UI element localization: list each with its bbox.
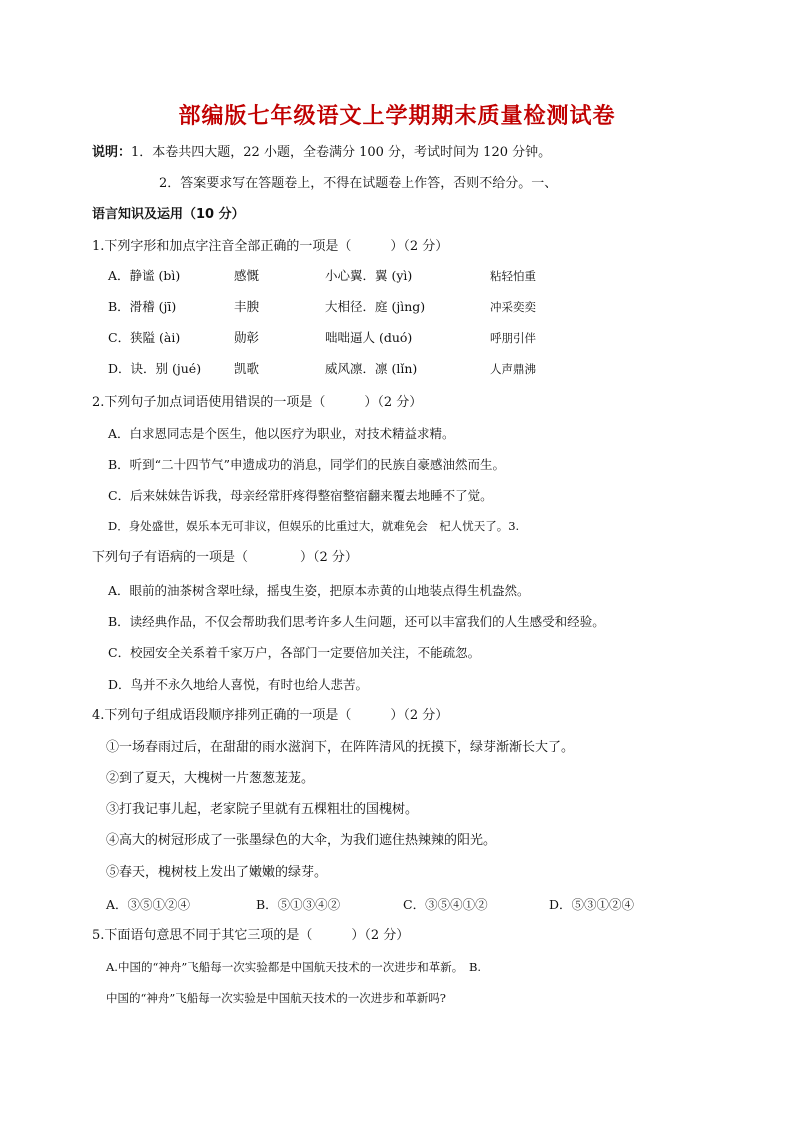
q5-stem: 5.下面语句意思不同于其它三项的是（ ）（2 分）	[92, 928, 410, 943]
q1-d-word2: 凯歌	[234, 361, 260, 376]
q2-option-c: C．后来妹妹告诉我，母亲经常肝疼得整宿整宿翻来覆去地睡不了觉。	[108, 488, 493, 503]
q4-choice-b: B．⑤①③④②	[256, 897, 341, 912]
q4-sentence-3: ③打我记事儿起，老家院子里就有五棵粗壮的国槐树。	[106, 802, 419, 817]
q2-option-d: D．身处盛世，娱乐本无可非议，但娱乐的比重过大，就难免会 杞人忧天了。3.	[108, 519, 520, 533]
q1-b-word1: B．滑稽 (jī)	[108, 299, 177, 314]
q3-stem: 下列句子有语病的一项是（ ）（2 分）	[92, 550, 358, 565]
intro-line-1	[92, 144, 551, 162]
q1-a-word2: 感慨	[234, 268, 260, 283]
q3-option-d: D．鸟并不永久地给人喜悦，有时也给人悲苦。	[108, 677, 369, 692]
q3-option-c: C．校园安全关系着千家万户，各部门一定要倍加关注，不能疏忽。	[108, 645, 481, 660]
q1-c-word3: 咄咄逼人 (duó)	[325, 330, 413, 345]
q1-d-word4: 人声鼎沸	[490, 362, 536, 376]
q1-d-word3: 威风凛．凛 (lǐn)	[325, 361, 418, 376]
intro-text-1: 1．本卷共四大题，22 小题，全卷满分 100 分，考试时间为 120 分钟。	[131, 145, 552, 160]
page-title: 部编版七年级语文上学期期末质量检测试卷	[178, 104, 616, 129]
q2-option-b: B．听到“二十四节气”申遗成功的消息，同学们的民族自豪感油然而生。	[108, 457, 505, 472]
intro-label: 说明：	[92, 145, 132, 160]
q1-a-word4: 粘轻怕重	[490, 269, 536, 283]
q1-d-word1: D．诀．别 (jué)	[108, 361, 202, 376]
q2-stem: 2.下列句子加点词语使用错误的一项是（ ）（2 分）	[92, 395, 423, 410]
q4-sentence-4: ④高大的树冠形成了一张墨绿色的大伞，为我们遮住热辣辣的阳光。	[106, 833, 497, 848]
q1-a-word1: A．静谧 (bì)	[108, 268, 181, 283]
q5-option-a: A.中国的“神舟”飞船每一次实验都是中国航天技术的一次进步和革新。 B.	[106, 960, 482, 974]
q1-a-word3: 小心翼．翼 (yì)	[325, 268, 413, 283]
q4-stem: 4.下列句子组成语段顺序排列正确的一项是（ ）（2 分）	[92, 708, 449, 723]
q1-c-word2: 勋彰	[234, 330, 260, 345]
q4-sentence-5: ⑤春天，槐树枝上发出了嫩嫩的绿芽。	[106, 865, 328, 880]
q3-option-a: A．眼前的油茶树含翠吐绿，摇曳生姿，把原本赤黄的山地装点得生机盎然。	[108, 583, 530, 598]
q4-sentence-1: ①一场春雨过后，在甜甜的雨水滋润下，在阵阵清风的抚摸下，绿芽渐渐长大了。	[106, 740, 575, 755]
intro-line-2: 2．答案要求写在答题卷上，不得在试题卷上作答，否则不给分。一、	[159, 176, 558, 191]
q2-option-a: A．白求恩同志是个医生，他以医疗为职业，对技术精益求精。	[108, 426, 455, 441]
q3-option-b: B．读经典作品，不仅会帮助我们思考许多人生问题，还可以丰富我们的人生感受和经验。	[108, 614, 605, 629]
q1-b-word2: 丰腴	[234, 299, 260, 314]
q1-c-word4: 呼朋引伴	[490, 331, 536, 345]
q1-b-word3: 大相径．庭 (jìng)	[325, 299, 426, 314]
q4-choice-c: C．③⑤④①②	[403, 897, 488, 912]
q1-stem: 1.下列字形和加点字注音全部正确的一项是（ ）（2 分）	[92, 239, 449, 254]
q4-choice-d: D．⑤③①②④	[549, 897, 635, 912]
q1-b-word4: 冲采奕奕	[490, 300, 536, 314]
section-heading: 语言知识及运用（10 分）	[92, 207, 245, 222]
q4-sentence-2: ②到了夏天，大槐树一片葱葱茏茏。	[106, 771, 315, 786]
q1-c-word1: C．狭隘 (ài)	[108, 330, 181, 345]
q5-option-b: 中国的“神舟”飞船每一次实验是中国航天技术的一次进步和革新吗?	[106, 991, 446, 1005]
q4-choice-a: A．③⑤①②④	[106, 897, 191, 912]
